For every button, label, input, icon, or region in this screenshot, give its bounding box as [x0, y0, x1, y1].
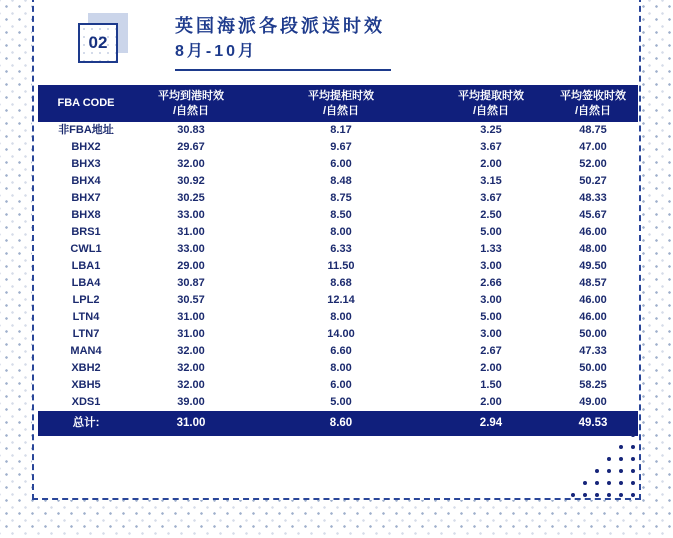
table-row [38, 377, 638, 394]
dot-row [619, 445, 635, 449]
value-cell: 11.50 [248, 258, 434, 275]
corner-dots-decoration [571, 433, 635, 497]
value-cell: 6.33 [248, 241, 434, 258]
decorative-dot [631, 481, 635, 485]
value-cell: 8.00 [248, 224, 434, 241]
fba-code-cell: XDS1 [38, 394, 134, 411]
header-label: FBA CODE [57, 97, 115, 110]
header-unit-label: /自然日 [472, 104, 510, 117]
value-cell: 30.25 [134, 190, 248, 207]
decorative-dot [595, 493, 599, 497]
table-body [38, 122, 638, 411]
value-cell: 47.33 [548, 343, 638, 360]
value-cell: 32.00 [134, 360, 248, 377]
table-row [38, 207, 638, 224]
fba-code-cell: LTN4 [38, 309, 134, 326]
value-cell: 6.60 [248, 343, 434, 360]
page-frame [32, 0, 641, 500]
value-cell: 5.00 [248, 394, 434, 411]
table-row [38, 292, 638, 309]
delivery-timing-table [38, 85, 638, 436]
dot-row [595, 469, 635, 473]
value-cell: 3.00 [434, 292, 548, 309]
value-cell: 31.00 [134, 326, 248, 343]
table-row [38, 156, 638, 173]
header-label: 平均签收时效 [560, 89, 626, 102]
total-value-cell: 49.53 [548, 411, 638, 436]
value-cell: 8.00 [248, 309, 434, 326]
value-cell: 30.87 [134, 275, 248, 292]
total-value-cell: 2.94 [434, 411, 548, 436]
value-cell: 29.67 [134, 139, 248, 156]
value-cell: 3.67 [434, 190, 548, 207]
page-subtitle-date-range: 8月-10月 [175, 43, 258, 60]
fba-code-cell: LBA1 [38, 258, 134, 275]
dot-row [607, 457, 635, 461]
value-cell: 1.33 [434, 241, 548, 258]
value-cell: 31.00 [134, 309, 248, 326]
fba-code-cell: MAN4 [38, 343, 134, 360]
decorative-dot [607, 481, 611, 485]
dot-row [571, 493, 635, 497]
table-row [38, 309, 638, 326]
value-cell: 2.00 [434, 360, 548, 377]
value-cell: 29.00 [134, 258, 248, 275]
decorative-dot [571, 493, 575, 497]
header-unit-label: /自然日 [172, 104, 210, 117]
decorative-dot [631, 433, 635, 437]
table-row [38, 326, 638, 343]
value-cell: 3.15 [434, 173, 548, 190]
header-label: 平均到港时效 [158, 89, 224, 102]
value-cell: 3.00 [434, 258, 548, 275]
value-cell: 6.00 [248, 156, 434, 173]
decorative-dot [631, 469, 635, 473]
header-arrival-time [134, 85, 248, 122]
decorative-dot [607, 469, 611, 473]
header-unit-label: /自然日 [574, 104, 612, 117]
value-cell: 33.00 [134, 207, 248, 224]
table-row [38, 394, 638, 411]
decorative-dot [595, 469, 599, 473]
decorative-dot [583, 493, 587, 497]
value-cell: 50.27 [548, 173, 638, 190]
value-cell: 8.00 [248, 360, 434, 377]
value-cell: 32.00 [134, 377, 248, 394]
fba-code-cell: XBH2 [38, 360, 134, 377]
table-row [38, 258, 638, 275]
value-cell: 50.00 [548, 360, 638, 377]
value-cell: 30.57 [134, 292, 248, 309]
value-cell: 31.00 [134, 224, 248, 241]
value-cell: 8.75 [248, 190, 434, 207]
fba-code-cell: LPL2 [38, 292, 134, 309]
fba-code-cell: CWL1 [38, 241, 134, 258]
header-label: 平均提柜时效 [308, 89, 374, 102]
decorative-dot [619, 493, 623, 497]
fba-code-cell: LTN7 [38, 326, 134, 343]
table-row [38, 224, 638, 241]
table-row [38, 343, 638, 360]
table-row [38, 122, 638, 139]
header-collection-time [434, 85, 548, 122]
value-cell: 52.00 [548, 156, 638, 173]
value-cell: 46.00 [548, 309, 638, 326]
value-cell: 1.50 [434, 377, 548, 394]
decorative-dot [583, 481, 587, 485]
value-cell: 5.00 [434, 224, 548, 241]
title-underline [175, 69, 391, 71]
value-cell: 48.57 [548, 275, 638, 292]
value-cell: 2.50 [434, 207, 548, 224]
table-row [38, 173, 638, 190]
decorative-dot [595, 481, 599, 485]
value-cell: 46.00 [548, 292, 638, 309]
value-cell: 2.66 [434, 275, 548, 292]
value-cell: 3.00 [434, 326, 548, 343]
value-cell: 3.67 [434, 139, 548, 156]
table-footer [38, 411, 638, 436]
value-cell: 8.48 [248, 173, 434, 190]
header-unit-label: /自然日 [322, 104, 360, 117]
title-block [175, 14, 385, 64]
decorative-dot [619, 481, 623, 485]
fba-code-cell: BHX4 [38, 173, 134, 190]
value-cell: 30.83 [134, 122, 248, 139]
dot-row [631, 433, 635, 437]
decorative-dot [607, 493, 611, 497]
fba-code-cell: XBH5 [38, 377, 134, 394]
value-cell: 12.14 [248, 292, 434, 309]
value-cell: 32.00 [134, 343, 248, 360]
value-cell: 45.67 [548, 207, 638, 224]
page-title: 英国海派各段派送时效 [175, 16, 385, 36]
table-header-row [38, 85, 638, 122]
decorative-dot [607, 457, 611, 461]
section-number: 02 [88, 33, 108, 52]
fba-code-cell: BRS1 [38, 224, 134, 241]
table-row [38, 360, 638, 377]
value-cell: 6.00 [248, 377, 434, 394]
value-cell: 39.00 [134, 394, 248, 411]
decorative-dot [619, 469, 623, 473]
fba-code-cell: BHX3 [38, 156, 134, 173]
value-cell: 33.00 [134, 241, 248, 258]
table-row [38, 275, 638, 292]
decorative-dot [619, 457, 623, 461]
total-row [38, 411, 638, 436]
total-value-cell: 31.00 [134, 411, 248, 436]
decorative-dot [619, 445, 623, 449]
value-cell: 8.50 [248, 207, 434, 224]
fba-code-cell: LBA4 [38, 275, 134, 292]
value-cell: 48.33 [548, 190, 638, 207]
value-cell: 2.67 [434, 343, 548, 360]
table-header [38, 85, 638, 122]
value-cell: 49.00 [548, 394, 638, 411]
decorative-dot [631, 493, 635, 497]
value-cell: 2.00 [434, 394, 548, 411]
value-cell: 48.00 [548, 241, 638, 258]
header-signed-time [548, 85, 638, 122]
table-row [38, 190, 638, 207]
header-container-pickup-time [248, 85, 434, 122]
value-cell: 50.00 [548, 326, 638, 343]
value-cell: 14.00 [248, 326, 434, 343]
table-row [38, 241, 638, 258]
total-label: 总计: [38, 411, 134, 436]
section-number-badge [78, 23, 118, 63]
fba-code-cell: BHX7 [38, 190, 134, 207]
value-cell: 30.92 [134, 173, 248, 190]
header-fba-code [38, 85, 134, 122]
table-row [38, 139, 638, 156]
dot-row [583, 481, 635, 485]
value-cell: 46.00 [548, 224, 638, 241]
fba-code-cell: 非FBA地址 [38, 122, 134, 139]
decorative-dot [631, 457, 635, 461]
value-cell: 32.00 [134, 156, 248, 173]
value-cell: 2.00 [434, 156, 548, 173]
value-cell: 3.25 [434, 122, 548, 139]
value-cell: 48.75 [548, 122, 638, 139]
fba-code-cell: BHX8 [38, 207, 134, 224]
value-cell: 9.67 [248, 139, 434, 156]
decorative-dot [631, 445, 635, 449]
value-cell: 58.25 [548, 377, 638, 394]
fba-code-cell: BHX2 [38, 139, 134, 156]
value-cell: 8.68 [248, 275, 434, 292]
value-cell: 5.00 [434, 309, 548, 326]
total-value-cell: 8.60 [248, 411, 434, 436]
header-label: 平均提取时效 [458, 89, 524, 102]
value-cell: 47.00 [548, 139, 638, 156]
value-cell: 49.50 [548, 258, 638, 275]
value-cell: 8.17 [248, 122, 434, 139]
